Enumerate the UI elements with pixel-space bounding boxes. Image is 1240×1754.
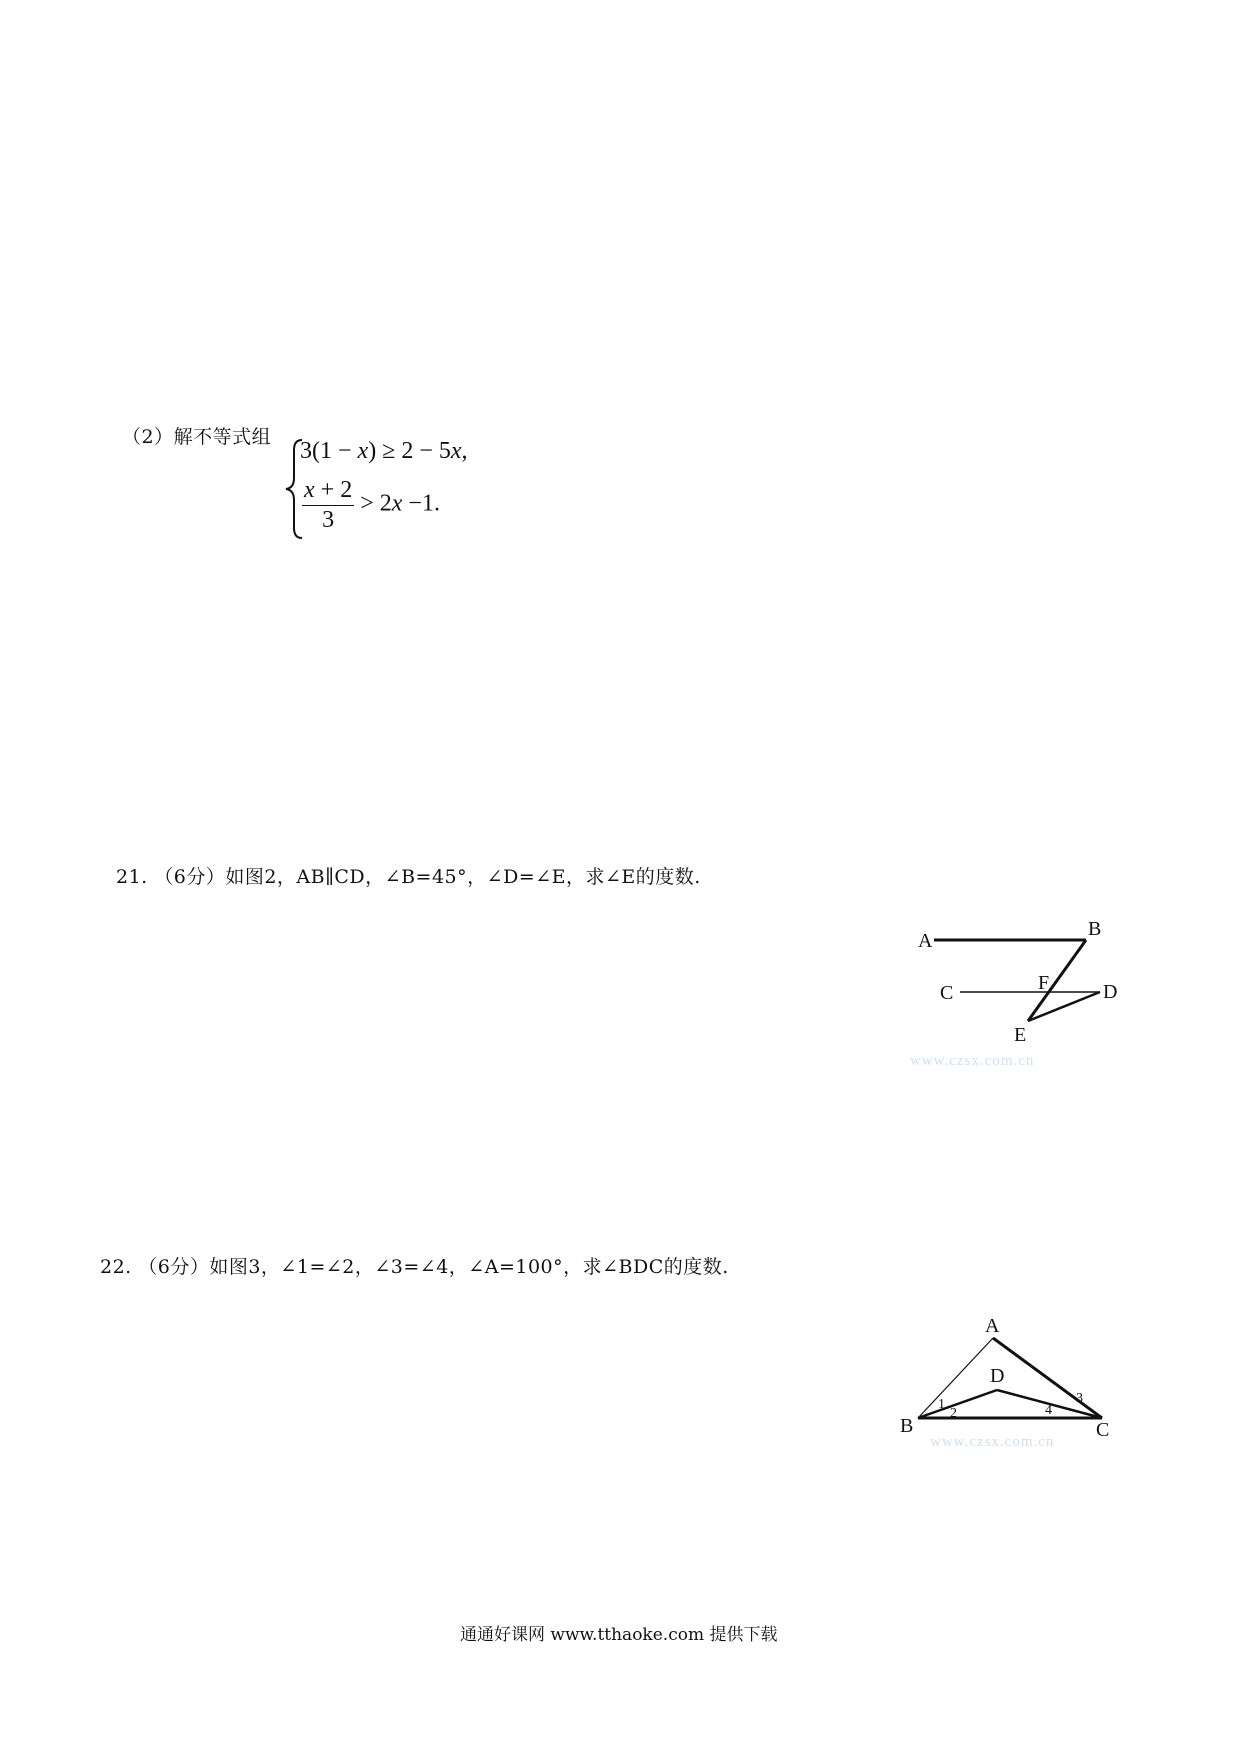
label-B: B: [900, 1415, 914, 1437]
figure-2: [900, 915, 1140, 1075]
figure-3: [890, 1310, 1130, 1455]
label-C: C: [940, 982, 954, 1004]
watermark: www.czsx.com.cn: [930, 1434, 1055, 1450]
problem-21-text: 21. （6分）如图2，AB∥CD，∠B=45°，∠D=∠E，求∠E的度数.: [116, 866, 701, 888]
angle-3-label: 3: [1076, 1391, 1083, 1406]
label-D: D: [990, 1365, 1005, 1387]
footer: 通通好课网 www.tthaoke.com 提供下载: [460, 1625, 778, 1645]
problem-20-2-label: （2）解不等式组: [122, 426, 272, 448]
angle-2-label: 2: [950, 1406, 957, 1421]
inequality-line-1: 3(1 − x) ≥ 2 − 5x,: [300, 438, 468, 464]
label-A: A: [985, 1315, 1000, 1337]
label-E: E: [1014, 1024, 1027, 1046]
watermark: www.czsx.com.cn: [910, 1053, 1035, 1069]
label-F: F: [1038, 972, 1050, 994]
label-A: A: [918, 930, 933, 952]
inequality-line-2: $\frac{x + 2}{3}$ > 2x −1.: [304, 477, 440, 533]
angle-1-label: 1: [938, 1397, 945, 1412]
label-C: C: [1096, 1419, 1110, 1441]
label-B: B: [1088, 918, 1102, 940]
fraction: $\frac{x + 2}{3}$: [304, 477, 353, 533]
label-D: D: [1103, 981, 1118, 1003]
problem-22-text: 22. （6分）如图3，∠1=∠2，∠3=∠4，∠A=100°，求∠BDC的度数.: [100, 1256, 729, 1278]
angle-4-label: 4: [1045, 1403, 1052, 1418]
